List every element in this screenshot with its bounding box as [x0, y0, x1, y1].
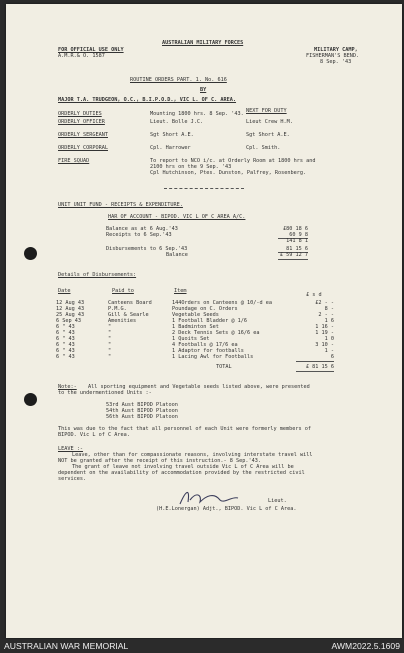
- row-amount: 1 -: [324, 348, 334, 354]
- reference: A.M.R.& O. 1587: [58, 53, 105, 59]
- fire-squad-line: 2100 hrs on the 9 Sep. '43: [150, 164, 232, 170]
- leave-label: LEAVE :-: [58, 446, 83, 452]
- disbursements-label: Disbursements to 6 Sep.'43: [106, 246, 188, 252]
- account-heading: HAR OF ACCOUNT - BIPOD. VIC L OF C AREA A/C.: [108, 214, 246, 220]
- row-paid-to: Gill & Searle: [108, 312, 149, 318]
- fire-squad-label: FIRE SQUAD: [58, 158, 90, 164]
- row-item: 1 Quoits Set: [172, 336, 210, 342]
- row-amount: 6: [330, 354, 334, 360]
- col-item: Item: [174, 288, 187, 294]
- subtotal-value: 141 8 1: [286, 238, 308, 244]
- row-item: Vegetable Seeds: [172, 312, 219, 318]
- row-paid-to: P.M.G.: [108, 306, 127, 312]
- disbursements-value: 81 15 6: [286, 246, 308, 252]
- orderly-corporal-next: Cpl. Smith.: [246, 145, 281, 151]
- row-date: 12 Aug 43: [56, 300, 85, 306]
- row-amount: 1 19 -: [315, 330, 334, 336]
- row-paid-to: ": [108, 324, 112, 330]
- unit-fund-heading: UNIT UNIT FUND - RECEIPTS & EXPENDITURE.: [58, 202, 183, 208]
- final-balance-label: Balance: [166, 252, 188, 258]
- row-paid-to: ": [108, 330, 112, 336]
- footer-institution: AUSTRALIAN WAR MEMORIAL: [4, 641, 129, 651]
- row-date: 6 " 43: [56, 348, 75, 354]
- row-amount: 3 10 -: [315, 342, 334, 348]
- row-date: 6 " 43: [56, 330, 75, 336]
- leave-line: Leave, other than for compassionate reasons, involving interstate travel will: [72, 452, 313, 458]
- unit-name: 54th Aust BIPOD Platoon: [106, 408, 178, 414]
- classification: FOR OFFICIAL USE ONLY: [58, 47, 124, 53]
- note-reason: BIPOD. Vic L of C Area.: [58, 432, 130, 438]
- row-date: 6 " 43: [56, 354, 75, 360]
- row-paid-to: ": [108, 342, 112, 348]
- camp-location: FISHERMAN'S BEND.: [306, 53, 360, 59]
- row-item: 2 Deck Tennis Sets @ 16/6 ea: [172, 330, 260, 336]
- document-page: [6, 4, 402, 638]
- double-rule: [296, 371, 334, 372]
- punch-hole: [24, 247, 37, 260]
- row-amount: 8 -: [324, 306, 334, 312]
- unit-name: 56th Aust BIPOD Platoon: [106, 414, 178, 420]
- row-date: 25 Aug 43: [56, 312, 85, 318]
- row-item: 4 Footballs @ 17/6 ea: [172, 342, 238, 348]
- row-item: 1 Football Bladder @ 1/6: [172, 318, 247, 324]
- row-amount: 1 6: [324, 318, 334, 324]
- row-date: 6 Sep 43: [56, 318, 81, 324]
- orderly-officer-label: ORDERLY OFFICER: [58, 119, 105, 125]
- note-reason: This was due to the fact that all personnel of each Unit were formerly members of: [58, 426, 311, 432]
- punch-hole: [24, 393, 37, 406]
- orderly-duties-label: ORDERLY DUTIES: [58, 111, 102, 117]
- balance-value: £80 18 6: [283, 226, 308, 232]
- double-rule: [278, 259, 308, 260]
- row-item: Poundage on C. Orders: [172, 306, 238, 312]
- row-amount: 1 16 -: [315, 324, 334, 330]
- row-amount: £2 - -: [315, 300, 334, 306]
- fire-squad-line: To report to NCO i/c. at Orderly Room at 1800 hrs and: [150, 158, 316, 164]
- note-line: All sporting equipment and Vegetable seeds listed above, were presented: [88, 384, 310, 390]
- signature-rank: Lieut.: [268, 498, 287, 504]
- next-for-duty: NEXT FOR DUTY: [246, 108, 287, 114]
- orders-title: ROUTINE ORDERS PART. 1. No. 616: [130, 77, 227, 83]
- orderly-officer-value: Lieut. Bolle J.C.: [150, 119, 204, 125]
- orderly-sergeant-next: Sgt Short A.E.: [246, 132, 290, 138]
- row-date: 12 Aug 43: [56, 306, 85, 312]
- orderly-corporal-label: ORDERLY CORPORAL: [58, 145, 108, 151]
- row-paid-to: Canteens Board: [108, 300, 152, 306]
- total-rule: [296, 361, 334, 362]
- row-paid-to: ": [108, 348, 112, 354]
- total-label: TOTAL: [216, 364, 232, 370]
- balance-label: Balance as at 6 Aug.'43: [106, 226, 178, 232]
- row-paid-to: Amenities: [108, 318, 137, 324]
- header-date: 8 Sep. '43: [320, 59, 352, 65]
- row-paid-to: ": [108, 336, 112, 342]
- signature-block: (H.E.Lonergan) Adjt., BIPOD. Vic L of C Area.: [156, 506, 297, 512]
- note-line: to the undermentioned Units :-: [58, 390, 152, 396]
- row-date: 6 " 43: [56, 342, 75, 348]
- row-item: 144Orders on Canteens @ 10/-d ea: [172, 300, 272, 306]
- final-balance-value: £ 59 12 7: [279, 252, 308, 258]
- receipts-value: 60 9 8: [289, 232, 308, 238]
- row-date: 6 " 43: [56, 336, 75, 342]
- orderly-corporal-value: Cpl. Harrower: [150, 145, 191, 151]
- row-date: 6 " 43: [56, 324, 75, 330]
- by-label: BY: [200, 87, 207, 93]
- orderly-duties-value: Mounting 1800 hrs. 8 Sep. '43.: [150, 111, 244, 117]
- document-title: AUSTRALIAN MILITARY FORCES: [162, 40, 244, 46]
- leave-line: NOT be granted after the receipt of this instruction.- 8 Sep.'43.: [58, 458, 262, 464]
- row-item: 1 Lacing Awl for Footballs: [172, 354, 254, 360]
- footer-item-id: AWM2022.5.1609: [331, 641, 400, 651]
- col-lsd: £ s d: [306, 292, 322, 298]
- note-label: Note:-: [58, 384, 77, 390]
- row-amount: 2 - -: [318, 312, 334, 318]
- fire-squad-line: Cpl Hutchinson, Ptes. Dunston, Palfrey, Rosenberg.: [150, 170, 307, 176]
- leave-line: dependent on the availability of accommodation provided by the restricted civil: [58, 470, 305, 476]
- camp-name: MILITARY CAMP,: [314, 47, 358, 53]
- commander: MAJOR T.A. TRUDGEON, O.C., B.I.P.O.D., VIC L. OF C. AREA.: [58, 97, 237, 103]
- leave-line: The grant of leave not involving travel outside Vic L of C Area will be: [72, 464, 294, 470]
- orderly-sergeant-value: Sgt Short A.E.: [150, 132, 194, 138]
- row-item: 1 Adaptor for footballs: [172, 348, 244, 354]
- row-paid-to: ": [108, 354, 112, 360]
- orderly-sergeant-label: ORDERLY SERGEANT: [58, 132, 108, 138]
- row-item: 1 Badminton Set: [172, 324, 219, 330]
- col-date: Date: [58, 288, 71, 294]
- orderly-officer-next: Lieut Crew H.M.: [246, 119, 293, 125]
- archive-footer: [0, 639, 404, 653]
- total-value: £ 81 15 6: [305, 364, 334, 370]
- receipts-label: Receipts to 6 Sep.'43: [106, 232, 172, 238]
- leave-line: services.: [58, 476, 87, 482]
- row-amount: 1 0: [324, 336, 334, 342]
- disbursements-heading: Details of Disbursements:: [58, 272, 137, 278]
- col-paid-to: Paid to: [112, 288, 134, 294]
- unit-name: 53rd Aust BIPOD Platoon: [106, 402, 178, 408]
- separator: [164, 188, 244, 189]
